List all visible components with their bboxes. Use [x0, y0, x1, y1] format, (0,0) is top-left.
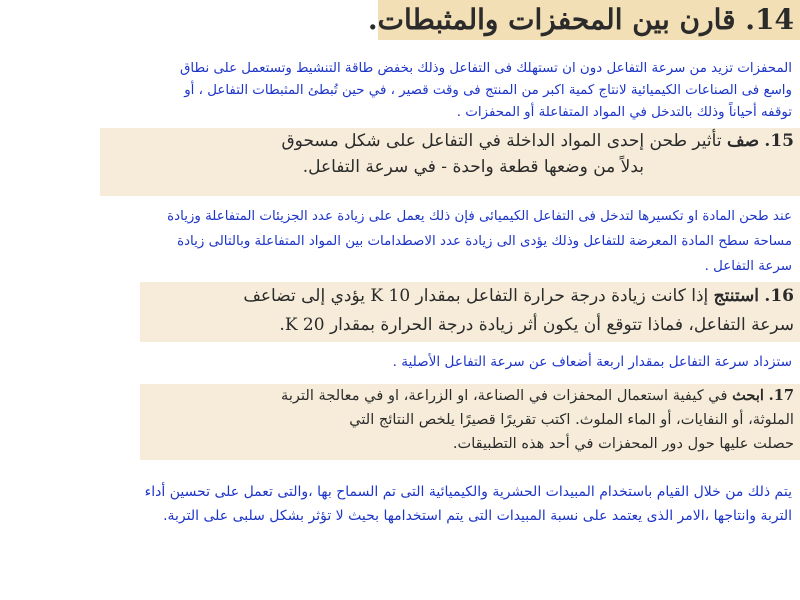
question-17-line-2: الملوثة، أو النفايات، أو الماء الملوث. اكتب تقريرًا قصيرًا يلخص النتائج التي [349, 411, 794, 428]
answer-16-text: ستزداد سرعة التفاعل بمقدار اربعة أضعاف عن سرعة التفاعل الأصلية . [392, 354, 792, 370]
question-16-line-1: إذا كانت زيادة درجة حرارة التفاعل بمقدار 10 K يؤدي إلى تضاعف [243, 286, 709, 306]
question-15-number: .15 [764, 131, 794, 151]
answer-15 [8, 204, 792, 279]
question-15-line-1: تأثير طحن إحدى المواد الداخلة في التفاعل على شكل مسحوق [281, 131, 722, 151]
question-15-keyword: صف [726, 131, 760, 151]
answer-17-line-2: التربة وانتاجها ،الامر الذى يعتمد على نسبة المبيدات التى يتم استخدامها بحيث لا تؤثر بشكل سلبى على التربة. [163, 508, 792, 524]
question-17-line-1: في كيفية استعمال المحفزات في الصناعة، او الزراعة، او في معالجة التربة [281, 387, 728, 404]
question-15 [100, 128, 800, 196]
question-17-line-3: حصلت عليها حول دور المحفزات في أحد هذه التطبيقات. [452, 435, 794, 452]
answer-16 [8, 352, 792, 372]
answer-14-line-1: المحفزات تزيد من سرعة التفاعل دون ان تستهلك فى التفاعل وذلك بخفض طاقة التنشيط وتستعمل على نطاق [180, 61, 792, 76]
question-17 [140, 384, 800, 460]
answer-17 [8, 480, 792, 528]
question-14-text: قارن بين المحفزات والمثبطات. [367, 3, 736, 36]
question-16 [140, 282, 800, 342]
answer-15-line-2: مساحة سطح المادة المعرضة للتفاعل وذلك يؤدى الى زيادة عدد الاصطدامات بين المواد المتفاعلة وبالتالى زيادة [177, 234, 792, 249]
question-14-number: .14 [745, 3, 794, 36]
answer-17-line-1: يتم ذلك من خلال القيام باستخدام المبيدات الحشرية والكيميائية التى تم السماح بها ،والتى تعمل على تحسين أداء [144, 484, 792, 500]
answer-14-line-3: توقفه أحياناً وذلك بالتدخل في المواد المتفاعلة أو المحفزات . [456, 105, 792, 120]
question-14-heading [367, 0, 800, 40]
question-16-number: .16 [764, 286, 794, 306]
question-16-keyword: استنتج [713, 286, 760, 306]
question-17-number: .17 [768, 387, 794, 404]
question-15-line-2: بدلاً من وضعها قطعة واحدة - في سرعة التفاعل. [302, 157, 644, 177]
answer-14-line-2: واسع فى الصناعات الكيميائية لانتاج كمية اكبر من المنتج فى وقت قصير ، في حين تُبطئ المثبطات التفاعل ، أو [184, 83, 792, 98]
answer-14 [8, 58, 792, 124]
answer-15-line-3: سرعة التفاعل . [704, 259, 792, 274]
question-17-keyword: ابحث [732, 387, 764, 404]
question-16-line-2: سرعة التفاعل، فماذا تتوقع أن يكون أثر زيادة درجة الحرارة بمقدار 20 K. [279, 315, 794, 335]
answer-15-line-1: عند طحن المادة او تكسيرها لتدخل فى التفاعل الكيميائى فإن ذلك يعمل على زيادة عدد الجزيئات المتفاعلة وزيادة [167, 209, 792, 224]
